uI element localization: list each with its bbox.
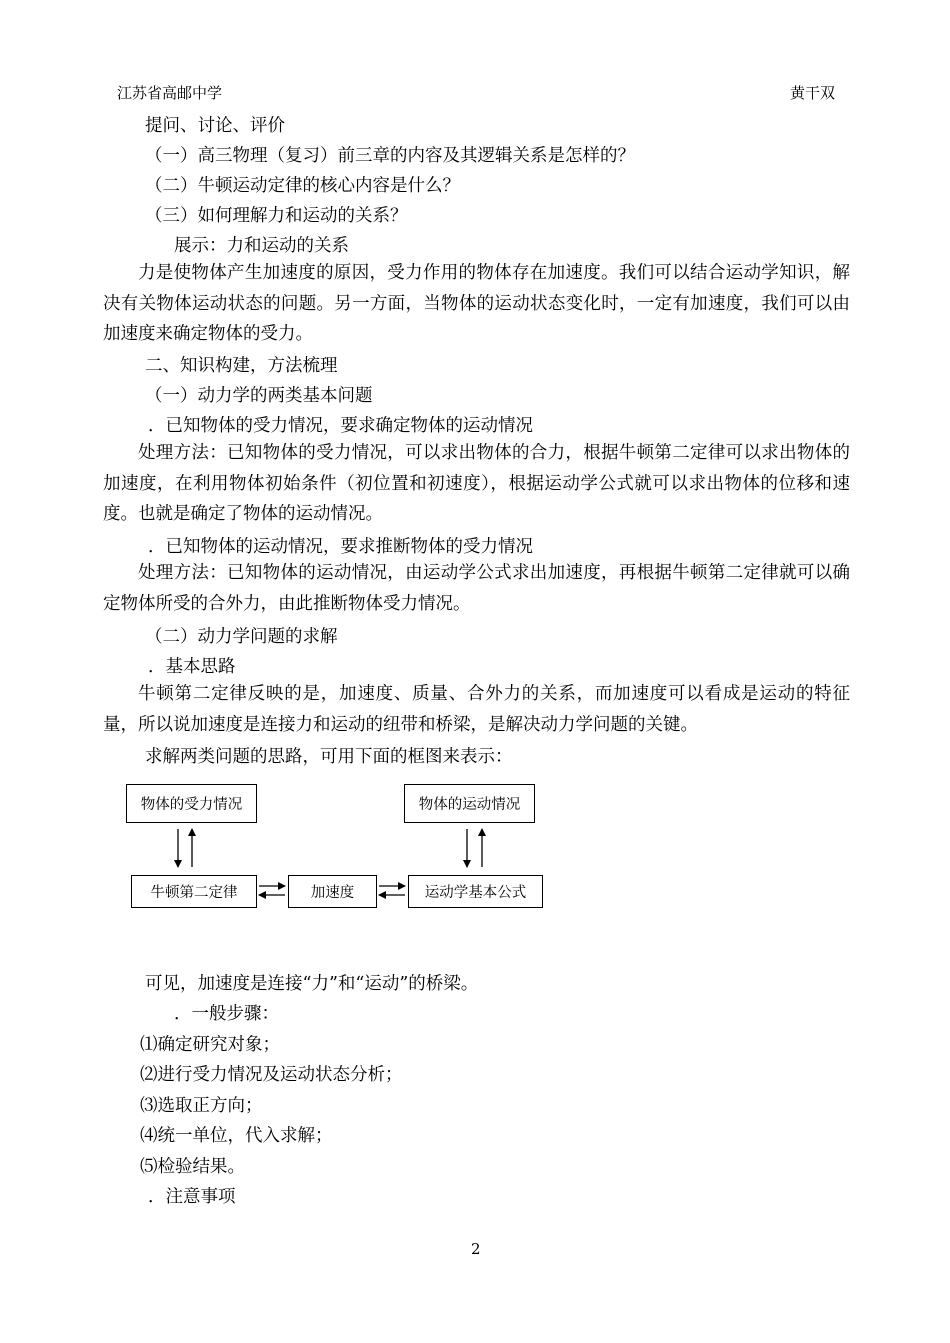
box-kinematics-formulas: 运动学基本公式 (408, 875, 543, 908)
step-2: ⑵进行受力情况及运动状态分析； (140, 1065, 403, 1085)
section-heading-discussion: 提问、讨论、评价 (145, 116, 285, 136)
conclusion-line: 可见，加速度是连接“力”和“运动”的桥梁。 (145, 974, 479, 994)
paragraph-text: 牛顿第二定律反映的是，加速度、质量、合外力的关系，而加速度可以看成是运动的特征量，所以说加速度是连接力和运动的纽带和桥梁，是解决动力学问题的关键。 (103, 684, 850, 735)
problem-type-2: ．已知物体的运动情况，要求推断物体的受力情况 (148, 537, 533, 557)
paragraph-text: 处理方法：已知物体的运动情况，由运动学公式求出加速度，再根据牛顿第二定律就可以确定物体所受的合外力，由此推断物体受力情况。 (103, 563, 850, 614)
basic-idea-heading: ．基本思路 (148, 657, 236, 677)
paragraph-text: 处理方法：已知物体的受力情况，可以求出物体的合力，根据牛顿第二定律可以求出物体的加速度，在利用物体初始条件（初位置和初速度），根据运动学公式就可以求出物体的位移和速度。也就是确定了物体的运动情况。 (103, 443, 850, 524)
problem-type-1: ．已知物体的受力情况，要求确定物体的运动情况 (148, 416, 533, 436)
step-4: ⑷统一单位，代入求解； (140, 1126, 333, 1146)
box-motion-situation: 物体的运动情况 (404, 784, 535, 823)
page-number: 2 (471, 1240, 481, 1258)
question-1: （一）高三物理（复习）前三章的内容及其逻辑关系是怎样的？ (145, 146, 635, 166)
subheading-two-problems: （一）动力学的两类基本问题 (145, 386, 373, 406)
subheading-solving: （二）动力学问题的求解 (145, 627, 338, 647)
question-2: （二）牛顿运动定律的核心内容是什么？ (145, 176, 460, 196)
section-heading-knowledge: 二、知识构建，方法梳理 (145, 356, 338, 376)
diagram-intro: 求解两类问题的思路，可用下面的框图来表示： (145, 747, 513, 767)
box-force-situation: 物体的受力情况 (126, 784, 257, 823)
step-1: ⑴确定研究对象； (140, 1035, 280, 1055)
box-newton-second-law: 牛顿第二定律 (131, 875, 257, 908)
paragraph-text: 力是使物体产生加速度的原因，受力作用的物体存在加速度。我们可以结合运动学知识，解决有关物体运动状态的问题。另一方面，当物体的运动状态变化时，一定有加速度，我们可以由加速度来确定物体的受力。 (103, 263, 850, 344)
step-3: ⑶选取正方向； (140, 1096, 263, 1116)
header-author: 黄干双 (790, 84, 836, 102)
general-steps-heading: ．一般步骤： (174, 1004, 279, 1024)
display-heading: 展示：力和运动的关系 (174, 236, 349, 256)
notes-heading: ．注意事项 (148, 1187, 236, 1207)
question-3: （三）如何理解力和运动的关系？ (145, 206, 408, 226)
box-acceleration: 加速度 (288, 875, 377, 908)
step-5: ⑸检验结果。 (140, 1157, 245, 1177)
header-school: 江苏省高邮中学 (117, 84, 223, 102)
